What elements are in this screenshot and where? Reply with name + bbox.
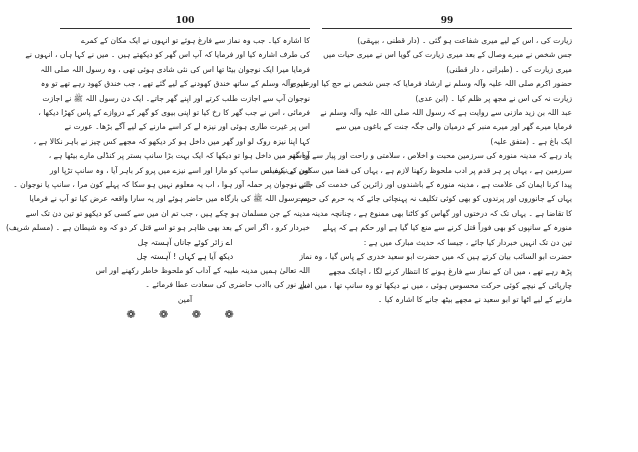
text-line: جس شخص نے میرے وصال کے بعد میری زیارت کی گویا اس نے میری حیات میں (323, 50, 572, 60)
text-line: تین دن تک انہیں خبردار کیا جائے ، جیسا کہ حدیث مبارک میں ہے : (363, 237, 572, 247)
text-line: مدینہ کے جن مسلمان ہو چکے ہیں ، جب تم ان میں سے کسی کو دیکھو تو تین دن تک اسے (25, 208, 310, 218)
text-line: حضرت ابو السائب بیان کرتے ہیں کہ میں حضرت ابو سعید خدری کے پاس گیا ، وہ نماز (299, 252, 572, 262)
closing-line: دیار نور کی باادب حاضری کی سعادت عطا فرمائے ۔ (145, 280, 310, 290)
text-line: کا اشارہ کیا۔ جب وہ نماز سے فارغ ہوئے تو انہوں نے ایک مکان کے کمرے (80, 36, 310, 45)
text-line: وہ گھر میں داخل ہوا تو دیکھا کہ ایک بہت بڑا سانپ بستر پر کنڈلی مارے بیٹھا ہے ، (48, 151, 310, 161)
text-line: نوجوان آپ سے اجازت طلب کرتے اور اپنے گھر جاتے۔ ایک دن رسول اللہ ﷺ نے اجازت (42, 93, 310, 103)
text-line: ہم رسول اللہ ﷺ کی بارگاہ میں حاضر ہوئے اور یہ سارا واقعہ عرض کیا تو آپ نے فرمایا (29, 194, 310, 204)
text-line: منورہ کے سانپوں کو بھی فوراً قتل کرنے سے منع کیا گیا ہے اور حکم ہے کہ پہلے (322, 223, 572, 233)
page-number: 99 (440, 16, 454, 26)
closing-line: اللہ تعالیٰ ہمیں مدینہ طیبہ کے آداب کو ملحوظ خاطر رکھنے اور اس (95, 265, 310, 275)
text-line: کہا اپنا نیزہ روک لو اور گھر میں داخل ہو کر دیکھو کہ مجھے کس چیز نے باہر نکالا ہے ، (33, 136, 310, 146)
text-line: زیارت نہ کی اس نے مجھ پر ظلم کیا ۔ (ابن عدی) (415, 93, 572, 103)
text-line: ایک باغ ہے ۔ (متفق علیہ) (490, 136, 572, 146)
text-line: مارنے کے لیے اٹھا تو ابو سعید نے مجھے بیٹھ جانے کا اشارہ کیا ۔ (377, 295, 572, 305)
header-rule (322, 28, 572, 29)
text-line: زیارت کی ، اس کے لیے میری شفاعت ہو گئی ۔ (دار قطنی ، بیہقی) (357, 36, 572, 45)
text-line: اس نوجوان پر حملہ آور ہوا ، اب یہ معلوم نہیں ہو سکا کہ پہلے کون مرا ، سانپ یا نوجوان ۔ (13, 180, 310, 190)
page-number: 100 (175, 16, 195, 26)
text-line: کا تقاضا ہے ۔ یہاں تک کہ درختوں اور گھاس کو کاٹنا بھی ممنوع ہے ، چنانچہ مدینہ (311, 208, 572, 218)
text-line: کی طرف اشارہ کیا اور فرمایا کہ آپ اس گھر کو دیکھتے ہیں ۔ میں نے کہا ہاں ، انہوں نے (25, 50, 310, 60)
page-body (264, 34, 572, 308)
header-rule (60, 28, 310, 29)
text-line: پڑھ رہے تھے ، میں ان کے نماز سے فارغ ہونے کا انتظار کرنے لگا ، اچانک مجھے (328, 266, 572, 276)
text-line: خبردار کرو ، اگر اس کے بعد بھی ظاہر ہو تو اسے قتل کر دو کہ وہ شیطان ہے ۔ (مسلم شریف) (5, 223, 310, 233)
text-line: عبد اللہ بن زید مازنی سے روایت ہے کہ رسول اللہ صلی اللہ علیہ وآلہ وسلم نے (320, 108, 572, 118)
text-line: علیہ وآلہ وسلم کے ساتھ خندق کھودنے کے لیے گئے تھے ، جب خندق کھود رہے تھے تو وہ (40, 79, 310, 89)
text-line: اس پر غیرت طاری ہوئی اور نیزہ لے کر اسے مارنے کے لیے آگے بڑھا۔ عورت نے (64, 122, 310, 132)
text-line: فرمایا میرا ایک نوجوان بیٹا تھا اس کی نئی شادی ہوئی تھی ، وہ رسول اللہ صلی اللہ (40, 64, 310, 74)
text-line: چارپائی کے نیچے کوئی حرکت محسوس ہوئی ، میں نے دیکھا تو وہ سانپ تھا ، میں اسے (299, 280, 572, 290)
text-line: میری زیارت کی ۔ (طبرانی ، دار قطنی) (446, 64, 572, 74)
left-page (5, 16, 310, 440)
text-line: یہاں کے جانوروں اور پرندوں کو بھی کوئی تکلیف نہ پہنچائی جائے کہ یہ حرم کی حرمت (296, 194, 572, 204)
text-line: یاد رہے کہ مدینہ منورہ کی سرزمین محبت و اخلاص ، سلامتی و راحت اور پیار سے آراستہ (288, 151, 572, 161)
text-line: اس نے نیزہ اس سانپ کو مارا اور اسے نیزے میں پرو کر باہر آیا ، وہ سانپ تڑپا اور (49, 165, 310, 175)
flower-ornament-icon: ❁ ❁ ❁ ❁ (126, 307, 244, 321)
poem-line: دیکھ آیا ہے کہاں ! آہستہ چل (136, 251, 234, 261)
poem-line: اے زائر کوئے جاناں آہستہ چل (137, 237, 233, 247)
page-body (5, 34, 310, 323)
text-line: فرمائی ، اس نے جب گھر کا رخ کیا تو اپنی بیوی کو گھر کے دروازے کے پاس کھڑا دیکھا ، (38, 108, 310, 118)
text-line: پیدا کرنا ایمان کی علامت ہے ، مدینہ منورہ کے باشندوں اور زائرین کی خدمت کی جائے ، (294, 180, 572, 190)
right-page (264, 16, 572, 440)
text-line: حضور اکرم صلی اللہ علیہ وآلہ وسلم نے ارشاد فرمایا کہ جس شخص نے حج کیا اور میری (290, 79, 572, 89)
amin-text: آمین (177, 294, 193, 304)
text-line: فرمایا میرے گھر اور میرے منبر کے درمیان والی جگہ جنت کے باغوں میں سے (335, 122, 572, 132)
text-line: سرزمین ہے ، یہاں پر ہر قدم پر ادب ملحوظ رکھنا لازم ہے ، یہاں کی فضا میں سکون کی کیفیت (264, 165, 572, 175)
